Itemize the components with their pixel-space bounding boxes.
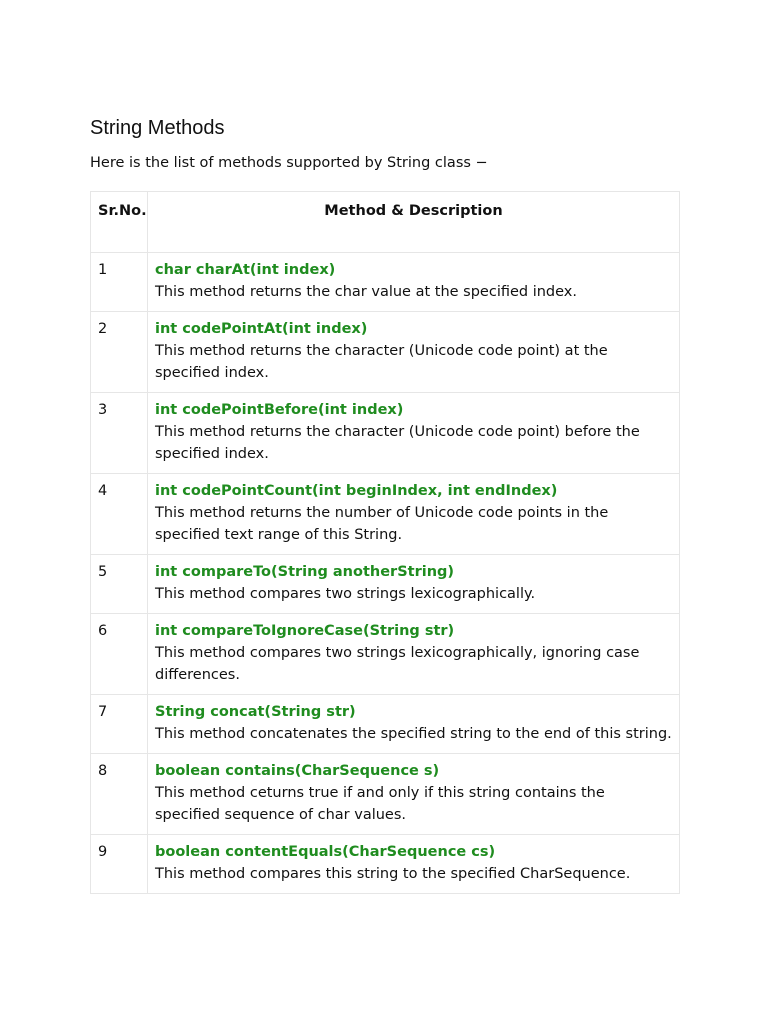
row-number: 5 bbox=[98, 564, 108, 580]
method-description: This method returns the char value at the specified index. bbox=[155, 284, 577, 300]
method-description: This method returns the character (Unicode code point) before the specified index. bbox=[155, 424, 640, 462]
table-row bbox=[91, 555, 680, 614]
method-description: This method ceturns true if and only if this string contains the specified sequence of char values. bbox=[155, 785, 605, 823]
table-row bbox=[91, 312, 680, 393]
table-row bbox=[91, 474, 680, 555]
table-row bbox=[91, 754, 680, 835]
method-description: This method returns the number of Unicode code points in the specified text range of this String. bbox=[155, 505, 609, 543]
method-description: This method compares this string to the specified CharSequence. bbox=[155, 866, 631, 882]
method-signature: int compareToIgnoreCase(String str) bbox=[155, 623, 455, 639]
method-signature: int codePointCount(int beginIndex, int endIndex) bbox=[155, 483, 558, 499]
row-number: 7 bbox=[98, 704, 108, 720]
table-row bbox=[91, 695, 680, 754]
row-number: 2 bbox=[98, 321, 108, 337]
table-row bbox=[91, 253, 680, 312]
table-row bbox=[91, 614, 680, 695]
row-number: 3 bbox=[98, 402, 108, 418]
row-number: 1 bbox=[98, 262, 108, 278]
row-number: 6 bbox=[98, 623, 108, 639]
table-row bbox=[91, 835, 680, 894]
method-signature: int codePointAt(int index) bbox=[155, 321, 368, 337]
row-number: 4 bbox=[98, 483, 108, 499]
intro-text: Here is the list of methods supported by String class − bbox=[90, 155, 488, 171]
page-title: String Methods bbox=[90, 117, 225, 139]
method-description: This method concatenates the specified string to the end of this string. bbox=[155, 726, 672, 742]
method-signature: boolean contentEquals(CharSequence cs) bbox=[155, 844, 496, 860]
method-description: This method compares two strings lexicographically. bbox=[155, 586, 536, 602]
method-signature: String concat(String str) bbox=[155, 704, 356, 720]
row-number: 8 bbox=[98, 763, 108, 779]
column-header-number: Sr.No. bbox=[91, 192, 148, 253]
method-signature: int compareTo(String anotherString) bbox=[155, 564, 455, 580]
table-row bbox=[91, 393, 680, 474]
column-header-method: Method & Description bbox=[148, 192, 680, 253]
method-signature: int codePointBefore(int index) bbox=[155, 402, 404, 418]
row-number: 9 bbox=[98, 844, 108, 860]
method-description: This method returns the character (Unicode code point) at the specified index. bbox=[155, 343, 608, 381]
method-description: This method compares two strings lexicographically, ignoring case differences. bbox=[155, 645, 640, 683]
method-signature: char charAt(int index) bbox=[155, 262, 336, 278]
methods-table bbox=[90, 191, 680, 894]
table-header-row bbox=[91, 192, 680, 253]
method-signature: boolean contains(CharSequence s) bbox=[155, 763, 440, 779]
